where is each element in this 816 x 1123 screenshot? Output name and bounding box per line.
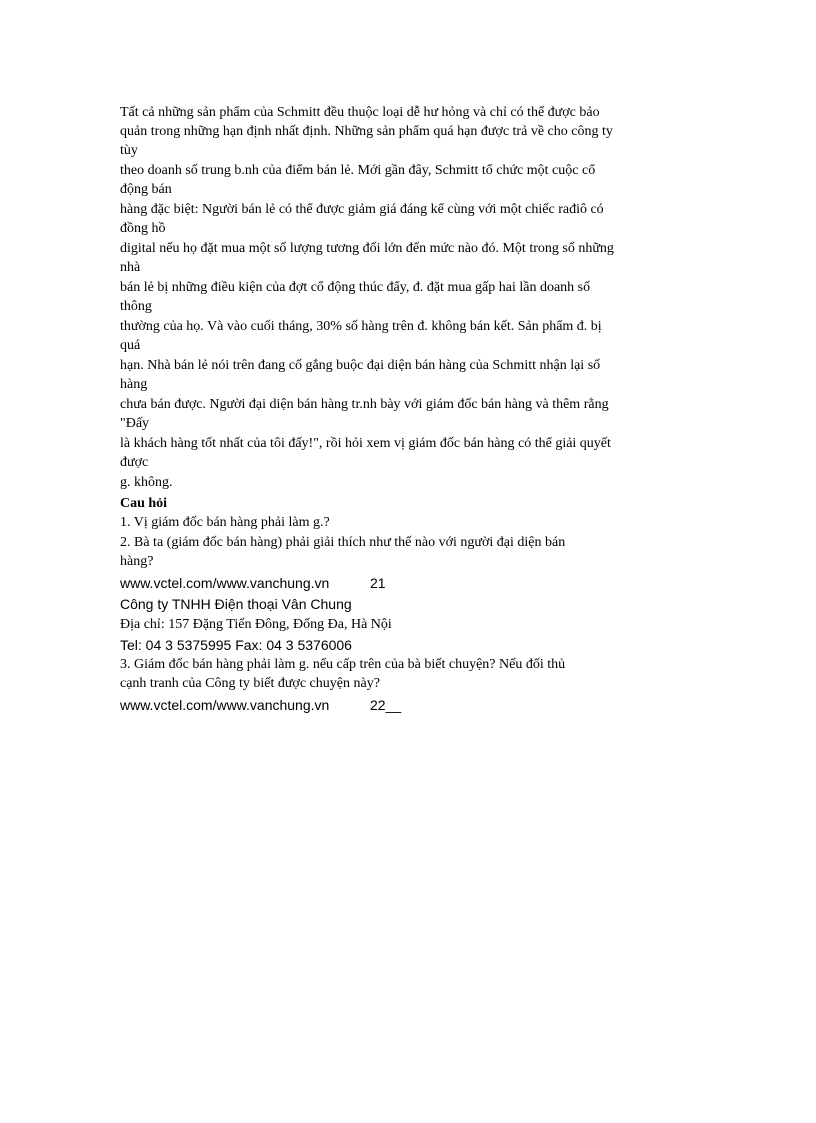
body-line: hạn. Nhà bán lẻ nói trên đang cố gắng buộc đại diện bán hàng của Schmitt nhận lại số	[120, 358, 601, 373]
body-line: hàng	[120, 377, 148, 392]
body-line: Tất cả những sản phẩm của Schmitt đều thuộc loại dễ hư hỏng và chỉ có thể được bảo	[120, 105, 600, 120]
body-line: động bán	[120, 182, 172, 197]
footer-url: www.vctel.com/www.vanchung.vn	[120, 697, 330, 713]
footer-line-21	[120, 575, 420, 591]
question-3: 3. Giám đốc bán hàng phải làm g. nếu cấp trên của bà biết chuyện? Nếu đối thủ	[120, 657, 566, 672]
page-number: 21	[370, 575, 386, 591]
company-address: Địa chỉ: 157 Đặng Tiến Đông, Đống Đa, Hà Nội	[120, 617, 392, 632]
question-3-continued: cạnh tranh của Công ty biết được chuyện này?	[120, 676, 380, 691]
question-2: 2. Bà ta (giám đốc bán hàng) phải giải thích như thế nào với người đại diện bán	[120, 535, 566, 550]
body-line: nhà	[120, 260, 141, 275]
body-line: "Đấy	[120, 416, 150, 431]
body-line: digital nếu họ đặt mua một số lượng tương đối lớn đến mức nào đó. Một trong số những	[120, 241, 614, 256]
question-2-continued: hàng?	[120, 554, 154, 569]
company-phone: Tel: 04 3 5375995 Fax: 04 3 5376006	[120, 637, 352, 653]
page-number: 22__	[370, 697, 402, 713]
body-line: thường của họ. Và vào cuối tháng, 30% số hàng trên đ. không bán kết. Sản phẩm đ. bị	[120, 319, 602, 334]
question-1: 1. Vị giám đốc bán hàng phải làm g.?	[120, 515, 330, 530]
body-line: quản trong những hạn định nhất định. Những sản phẩm quá hạn được trả về cho công ty	[120, 124, 613, 139]
body-line: thông	[120, 299, 152, 314]
body-line: được	[120, 455, 149, 470]
body-line: bán lẻ bị những điều kiện của đợt cổ động thúc đẩy, đ. đặt mua gấp hai lần doanh số	[120, 280, 591, 295]
footer-line-22	[120, 697, 420, 713]
body-line: g. không.	[120, 475, 173, 490]
body-line: quá	[120, 338, 141, 353]
body-line: hàng đặc biệt: Người bán lẻ có thể được giảm giá đáng kể cùng với một chiếc rađiô có	[120, 202, 604, 217]
body-line: đồng hồ	[120, 221, 166, 236]
body-line: chưa bán được. Người đại diện bán hàng tr.nh bày với giám đốc bán hàng và thêm rằng	[120, 397, 609, 412]
body-line: tùy	[120, 143, 138, 158]
questions-heading: Cau hỏi	[120, 496, 168, 511]
body-line: là khách hàng tốt nhất của tôi đấy!", rồi hỏi xem vị giám đốc bán hàng có thể giải quyết	[120, 436, 611, 451]
company-name: Công ty TNHH Điện thoại Vân Chung	[120, 596, 352, 612]
body-line: theo doanh số trung b.nh của điểm bán lẻ. Mới gần đây, Schmitt tổ chức một cuộc cổ	[120, 163, 596, 178]
footer-url: www.vctel.com/www.vanchung.vn	[120, 575, 330, 591]
